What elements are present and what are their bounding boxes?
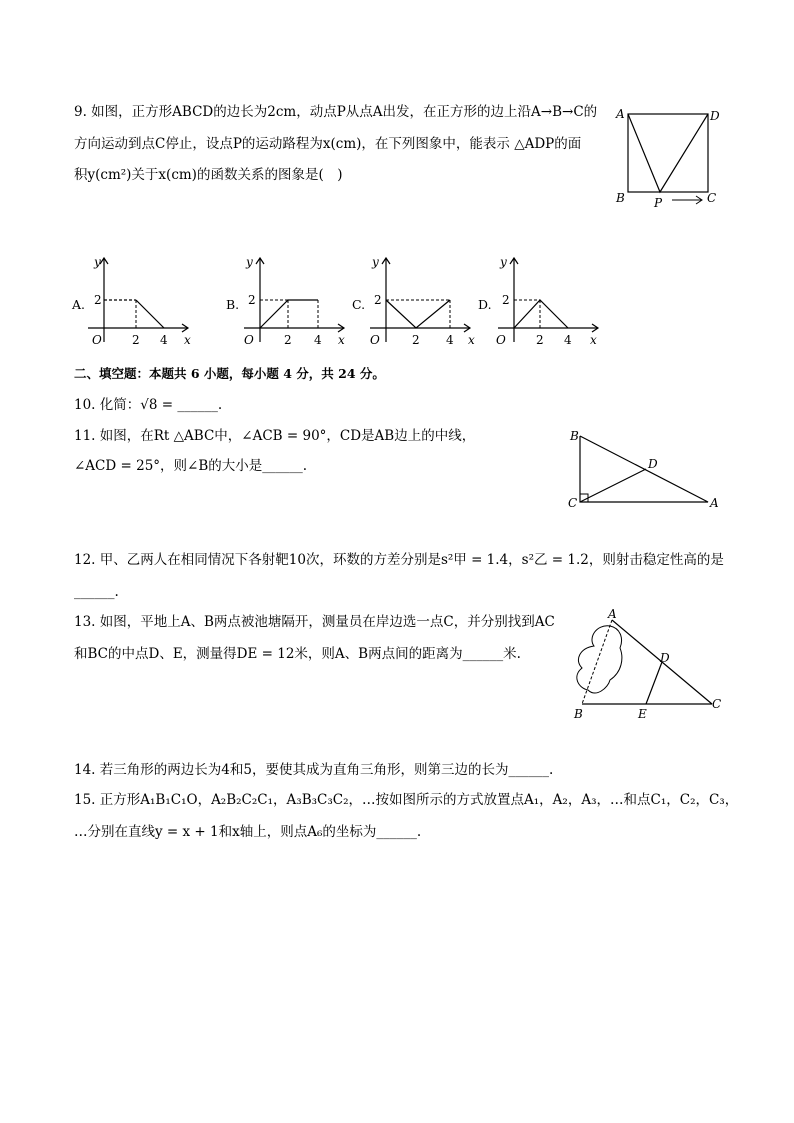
- svg-text:4: 4: [446, 333, 454, 347]
- q14-text: 14. 若三角形的两边长为4和5，要使其成为直角三角形，则第三边的长为______.: [74, 762, 554, 778]
- q13-label-a: A: [608, 607, 617, 621]
- svg-text:4: 4: [160, 333, 168, 347]
- q9-label-a: A: [616, 107, 625, 121]
- svg-text:x: x: [184, 333, 191, 347]
- q13-line-1: 13. 如图，平地上A、B两点被池塘隔开，测量员在岸边选一点C，并分别找到AC: [74, 614, 555, 630]
- svg-text:y: y: [500, 255, 507, 269]
- svg-text:2: 2: [536, 333, 544, 347]
- q9-line-3: 积y(cm²)关于x(cm)的函数关系的图象是( ): [74, 167, 343, 183]
- option-a-letter: A.: [72, 297, 86, 312]
- q10-text: 10. 化简：√8 = ______.: [74, 397, 223, 413]
- svg-text:y: y: [246, 255, 253, 269]
- q13-pond-figure: [566, 608, 732, 724]
- q9-label-d: D: [710, 109, 720, 123]
- q11-label-a: A: [710, 496, 719, 510]
- option-d-letter: D.: [478, 297, 492, 312]
- svg-text:O: O: [370, 333, 380, 347]
- svg-text:2: 2: [132, 333, 140, 347]
- q11-label-d: D: [648, 457, 658, 471]
- svg-text:x: x: [468, 333, 475, 347]
- q11-triangle-figure: [562, 424, 732, 516]
- section-heading: 二、填空题：本题共 6 小题，每小题 4 分，共 24 分。: [74, 366, 385, 381]
- q9-label-p: P: [654, 196, 663, 210]
- q15-line-1: 15. 正方形A₁B₁C₁O，A₂B₂C₂C₁，A₃B₃C₃C₂，…按如图所示的方式放置点A₁，A₂，A₃，…和点C₁，C₂，C₃，: [74, 792, 739, 808]
- svg-text:2: 2: [502, 293, 510, 307]
- svg-text:2: 2: [412, 333, 420, 347]
- q11-label-b: B: [570, 429, 579, 443]
- q11-line-1: 11. 如图，在Rt △ABC中，∠ACB = 90°，CD是AB边上的中线，: [74, 428, 476, 444]
- option-a-graph: [84, 252, 204, 352]
- option-c-graph: [366, 252, 486, 352]
- q15-line-2: …分别在直线y = x + 1和x轴上，则点A₆的坐标为______.: [74, 824, 422, 840]
- option-d-graph: [494, 252, 614, 352]
- option-b-graph: [240, 252, 360, 352]
- q13-label-d: D: [660, 651, 670, 665]
- svg-text:4: 4: [314, 333, 322, 347]
- svg-text:2: 2: [284, 333, 292, 347]
- svg-text:y: y: [372, 255, 379, 269]
- svg-text:x: x: [338, 333, 345, 347]
- svg-text:O: O: [496, 333, 506, 347]
- svg-text:4: 4: [564, 333, 572, 347]
- q11-line-2: ∠ACD = 25°，则∠B的大小是______.: [74, 458, 308, 474]
- svg-text:2: 2: [94, 293, 102, 307]
- q11-label-c: C: [568, 496, 578, 510]
- q12-line-2: ______.: [74, 584, 119, 600]
- q12-line-1: 12. 甲、乙两人在相同情况下各射靶10次，环数的方差分别是s²甲 = 1.4，s²乙 = 1.2，则射击稳定性高的是: [74, 552, 724, 568]
- svg-text:y: y: [94, 255, 101, 269]
- q13-line-2: 和BC的中点D、E，测量得DE = 12米，则A、B两点间的距离为______米.: [74, 646, 521, 662]
- q9-line-1: 9. 如图，正方形ABCD的边长为2cm，动点P从点A出发，在正方形的边上沿A→B→C的: [74, 104, 598, 120]
- svg-text:O: O: [92, 333, 102, 347]
- option-c-letter: C.: [352, 297, 366, 312]
- svg-text:O: O: [244, 333, 254, 347]
- svg-text:2: 2: [374, 293, 382, 307]
- q13-label-c: C: [712, 697, 722, 711]
- q13-label-b: B: [574, 707, 583, 721]
- q9-square-figure: [610, 100, 730, 210]
- q13-label-e: E: [638, 707, 647, 721]
- svg-text:x: x: [590, 333, 597, 347]
- q9-line-2: 方向运动到点C停止，设点P的运动路程为x(cm)，在下列图象中，能表示 △ADP的面: [74, 136, 582, 152]
- q9-label-c: C: [707, 191, 717, 205]
- svg-text:2: 2: [248, 293, 256, 307]
- q9-label-b: B: [616, 191, 625, 205]
- option-b-letter: B.: [226, 297, 240, 312]
